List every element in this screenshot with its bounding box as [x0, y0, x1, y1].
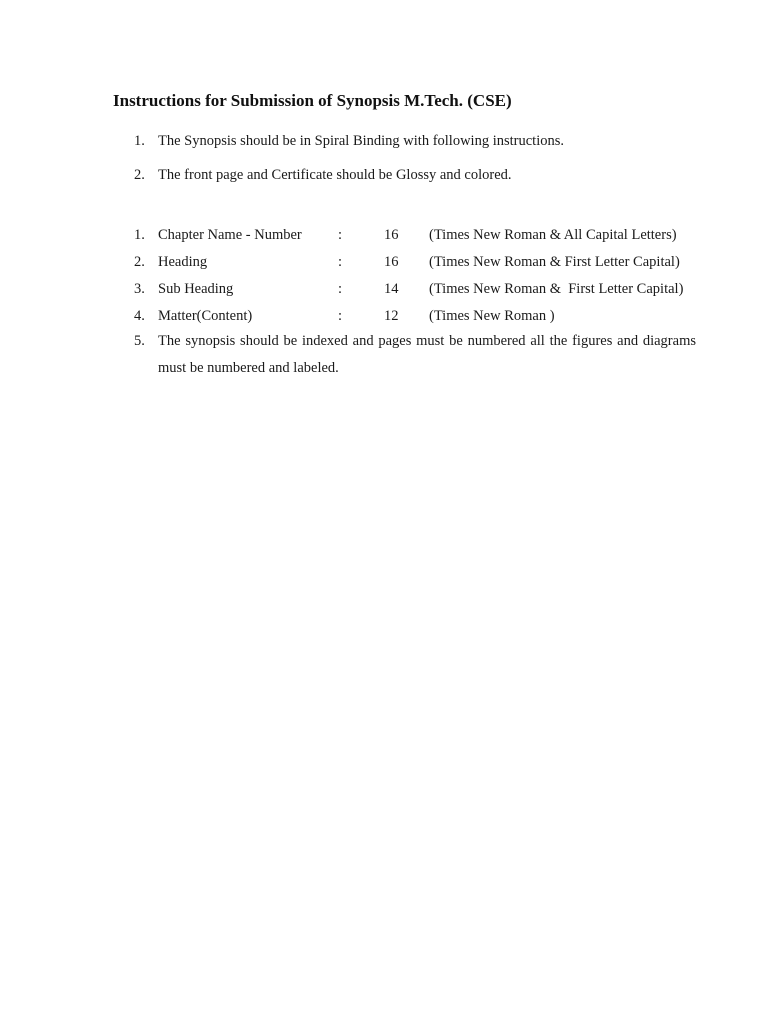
- document-title: Instructions for Submission of Synopsis M.Tech. (CSE): [113, 91, 512, 110]
- list-number: 2.: [134, 254, 145, 270]
- instruction-paragraph: The synopsis should be indexed and pages must be numbered all the figures and diagrams must be numbered and labeled.: [158, 333, 696, 376]
- list-number: 5.: [134, 333, 145, 349]
- spec-size: 12: [384, 308, 399, 324]
- spec-note: (Times New Roman & All Capital Letters): [429, 227, 677, 243]
- spec-name: Heading: [158, 254, 208, 270]
- spec-colon: :: [338, 281, 343, 297]
- spec-note: (Times New Roman & First Letter Capital): [429, 254, 680, 270]
- list-number: 3.: [134, 281, 145, 297]
- spec-name: Chapter Name - Number: [158, 227, 302, 243]
- instruction-text: The Synopsis should be in Spiral Binding with following instructions.: [158, 133, 564, 149]
- spec-size: 16: [384, 254, 399, 270]
- spec-colon: :: [338, 308, 343, 324]
- spec-size: 16: [384, 227, 399, 243]
- list-number: 1.: [134, 227, 145, 243]
- spec-colon: :: [338, 254, 343, 270]
- list-number: 2.: [134, 167, 145, 183]
- spec-note: (Times New Roman & First Letter Capital): [429, 281, 684, 297]
- spec-size: 14: [384, 281, 399, 297]
- list-number: 1.: [134, 133, 145, 149]
- spec-colon: :: [338, 227, 343, 243]
- list-number: 4.: [134, 308, 145, 324]
- spec-name: Sub Heading: [158, 281, 234, 297]
- spec-note: (Times New Roman ): [429, 308, 555, 324]
- instruction-text: The front page and Certificate should be Glossy and colored.: [158, 167, 512, 183]
- spec-name: Matter(Content): [158, 308, 253, 324]
